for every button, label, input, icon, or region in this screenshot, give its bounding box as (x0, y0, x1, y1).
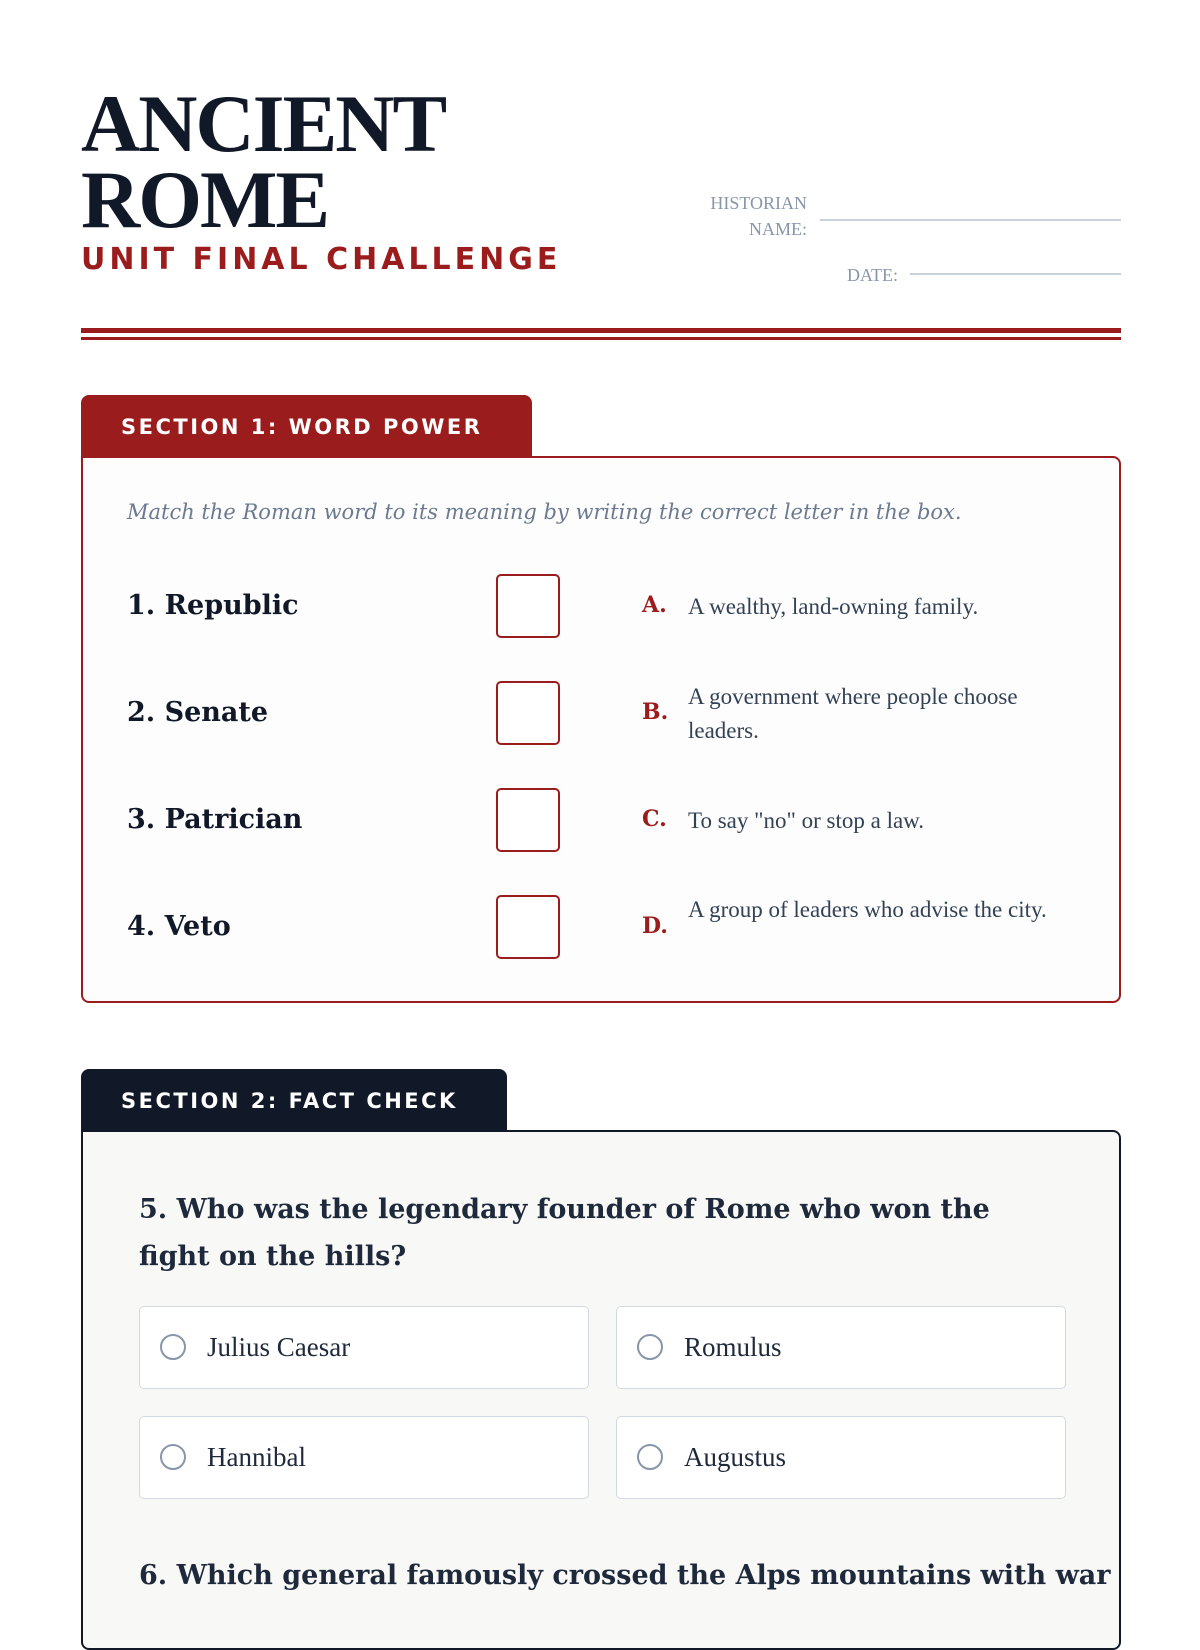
title-line-2: ROME (81, 154, 329, 245)
option-label: Julius Caesar (207, 1332, 351, 1362)
page-title (81, 78, 446, 245)
section-1-instructions: Match the Roman word to its meaning by writing the correct letter in the box. (127, 500, 962, 524)
definition-a: A wealthy, land-owning family. (688, 594, 979, 619)
section-1-panel (81, 456, 1121, 1003)
historian-name-label (655, 190, 807, 242)
definition-letter-d: D. (642, 913, 668, 939)
option-julius-caesar[interactable] (139, 1306, 589, 1389)
section-1-tab: SECTION 1: WORD POWER (81, 395, 532, 459)
answer-box-2[interactable] (496, 681, 560, 745)
option-hannibal[interactable] (139, 1416, 589, 1499)
question-6: 6. Which general famously crossed the Alps mountains with war (139, 1560, 1111, 1591)
definition-c: To say "no" or stop a law. (688, 808, 925, 833)
option-label: Romulus (684, 1332, 782, 1362)
term-1: 1. Republic (127, 590, 299, 621)
definition-letter-c: C. (642, 806, 667, 832)
date-field[interactable] (910, 273, 1121, 275)
page-subtitle: UNIT FINAL CHALLENGE (81, 242, 562, 277)
term-4: 4. Veto (127, 911, 231, 942)
term-2: 2. Senate (127, 697, 269, 728)
option-augustus[interactable] (616, 1416, 1066, 1499)
option-romulus[interactable] (616, 1306, 1066, 1389)
historian-label-line-1: HISTORIAN (710, 193, 807, 213)
radio-icon[interactable] (637, 1444, 663, 1470)
definition-b: A government where people choose leaders. (688, 684, 1018, 743)
answer-box-1[interactable] (496, 574, 560, 638)
radio-icon[interactable] (160, 1444, 186, 1470)
section-2-tab: SECTION 2: FACT CHECK (81, 1069, 507, 1133)
definition-d: A group of leaders who advise the city. (688, 897, 1047, 922)
radio-icon[interactable] (160, 1334, 186, 1360)
option-label: Augustus (684, 1442, 787, 1472)
header-divider-thick (81, 328, 1121, 333)
definition-letter-a: A. (642, 592, 667, 618)
header-divider-thin (81, 337, 1121, 340)
section-2-panel (81, 1130, 1121, 1650)
historian-label-line-2: NAME: (749, 219, 807, 239)
question-5: 5. Who was the legendary founder of Rome who won the fight on the hills? (139, 1194, 990, 1272)
answer-box-4[interactable] (496, 895, 560, 959)
title-line-1: ANCIENT (81, 78, 446, 169)
historian-name-field[interactable] (820, 219, 1121, 221)
radio-icon[interactable] (637, 1334, 663, 1360)
term-3: 3. Patrician (127, 804, 303, 835)
answer-box-3[interactable] (496, 788, 560, 852)
date-label: DATE: (847, 265, 898, 285)
definition-letter-b: B. (642, 699, 669, 725)
option-label: Hannibal (207, 1442, 306, 1472)
